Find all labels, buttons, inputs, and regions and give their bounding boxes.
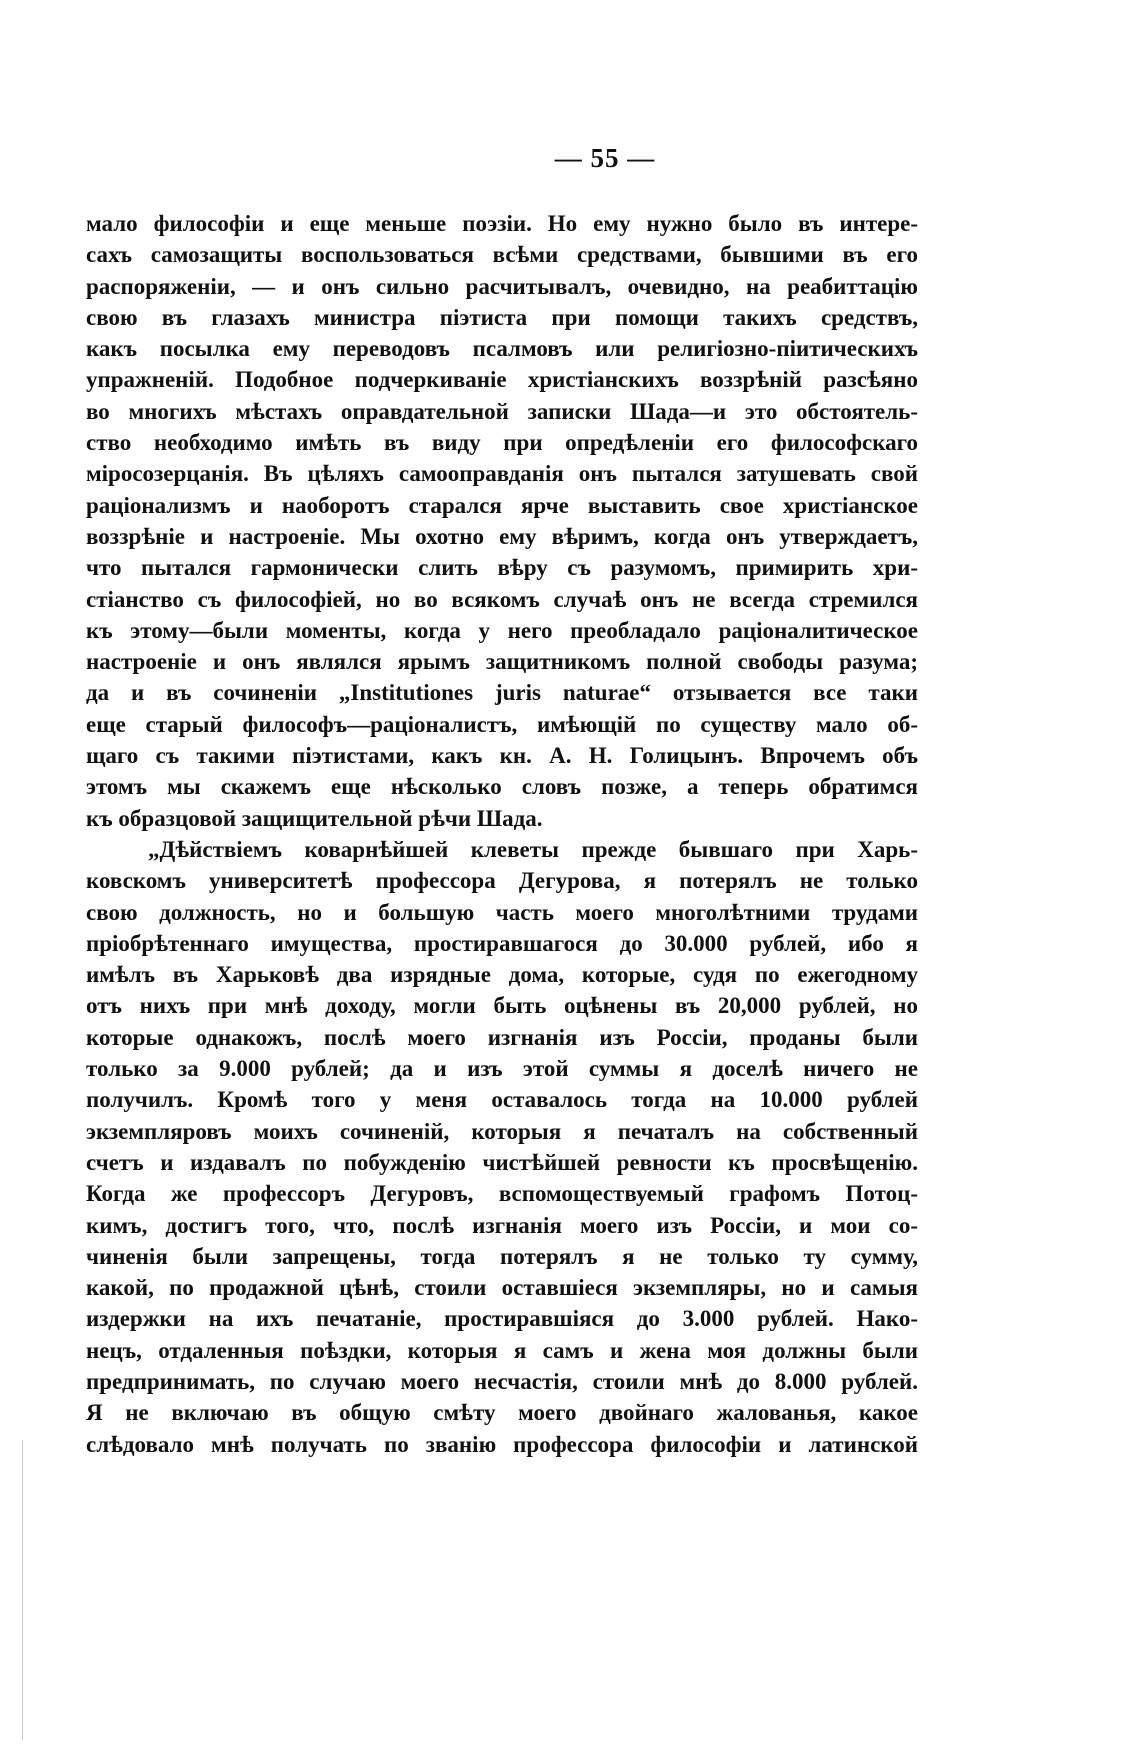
text-line: да и въ сочиненіи „Institutiones juris naturae“ отзывается все таки [86, 680, 918, 706]
body-text [86, 208, 918, 1460]
text-line: которые однакожъ, послѣ моего изгнанія изъ Россіи, проданы были [86, 1024, 918, 1050]
text-line: нецъ, отдаленныя поѣздки, которыя я самъ и жена моя должны были [86, 1337, 918, 1363]
text-line: пріобрѣтеннаго имущества, простиравшагося до 30.000 рублей, ибо я [86, 930, 918, 956]
text-line: настроеніе и онъ являлся ярымъ защитникомъ полной свободы разума; [86, 649, 918, 675]
page-number: — 55 — [554, 143, 656, 173]
text-line: экземпляровъ моихъ сочиненій, которыя я печаталъ на собственный [86, 1118, 918, 1144]
text-line: Я не включаю въ общую смѣту моего двойнаго жалованья, какое [86, 1400, 918, 1426]
text-line: „Дѣйствіемъ коварнѣйшей клеветы прежде бывшаго при Харь- [148, 836, 918, 862]
text-line: какой, по продажной цѣнѣ, стоили оставшіеся экземпляры, но и самыя [86, 1275, 918, 1301]
text-line: чиненія были запрещены, тогда потерялъ я не только ту сумму, [86, 1243, 918, 1269]
text-line: Когда же профессоръ Дегуровъ, вспомоществуемый графомъ Потоц- [86, 1181, 918, 1207]
text-line: щаго съ такими піэтистами, какъ кн. А. Н. Голицынъ. Впрочемъ объ [86, 743, 918, 769]
text-line: свою въ глазахъ министра піэтиста при помощи такихъ средствъ, [86, 304, 918, 330]
text-line: мало философіи и еще меньше поэзіи. Но ему нужно было въ интере- [86, 211, 918, 236]
text-line: раціонализмъ и наоборотъ старался ярче выставить свое христіанское [86, 492, 918, 518]
text-line: предпринимать, по случаю моего несчастія, стоили мнѣ до 8.000 рублей. [86, 1368, 918, 1394]
scan-margin-line [22, 1440, 23, 1740]
text-line: этомъ мы скажемъ еще нѣсколько словъ позже, а теперь обратимся [86, 774, 918, 800]
text-line: слѣдовало мнѣ получать по званію профессора философіи и латинской [86, 1431, 918, 1457]
text-line: имѣлъ въ Харьковѣ два изрядные дома, которые, судя по ежегодному [86, 962, 918, 988]
text-line: упражненій. Подобное подчеркиваніе христіанскихъ воззрѣній разсѣяно [86, 367, 918, 393]
text-line: что пытался гармонически слить вѣру съ разумомъ, примирить хри- [86, 555, 918, 581]
text-line: къ образцовой защищительной рѣчи Шада. [86, 805, 543, 831]
text-line: ство необходимо имѣть въ виду при опредѣленіи его философскаго [86, 430, 918, 456]
text-line: получилъ. Кромѣ того у меня оставалось тогда на 10.000 рублей [86, 1087, 918, 1113]
text-line: только за 9.000 рублей; да и изъ этой суммы я доселѣ ничего не [86, 1056, 918, 1082]
text-line: какъ посылка ему переводовъ псалмовъ или религіозно-піитическихъ [86, 336, 918, 362]
paragraph-2 [86, 834, 918, 1460]
paragraph-1 [86, 208, 918, 834]
text-line: издержки на ихъ печатаніе, простиравшіяся до 3.000 рублей. Нако- [86, 1306, 918, 1332]
text-line: міросозерцанія. Въ цѣляхъ самооправданія онъ пытался затушевать свой [86, 461, 918, 487]
text-line: еще старый философъ—раціоналистъ, имѣющій по существу мало об- [86, 711, 918, 737]
text-line: распоряженіи, — и онъ сильно расчитывалъ, очевидно, на реабиттацію [86, 273, 918, 299]
text-line: къ этому—были моменты, когда у него преобладало раціоналитическое [86, 617, 918, 643]
text-line: стіанство съ философіей, но во всякомъ случаѣ онъ не всегда стремился [86, 586, 918, 612]
text-line: кимъ, достигъ того, что, послѣ изгнанія моего изъ Россіи, и мои со- [86, 1212, 918, 1238]
text-line: отъ нихъ при мнѣ доходу, могли быть оцѣнены въ 20,000 рублей, но [86, 993, 918, 1019]
text-line: воззрѣніе и настроеніе. Мы охотно ему вѣримъ, когда онъ утверждаетъ, [86, 523, 918, 549]
text-line: ковскомъ университетѣ профессора Дегурова, я потерялъ не только [86, 868, 918, 894]
text-line: счетъ и издавалъ по побужденію чистѣйшей ревности къ просвѣщенію. [86, 1149, 918, 1175]
text-line: во многихъ мѣстахъ оправдательной записки Шада—и это обстоятель- [86, 398, 918, 424]
text-line: свою должность, но и большую часть моего многолѣтними трудами [86, 899, 918, 925]
text-line: сахъ самозащиты воспользоваться всѣми средствами, бывшими въ его [86, 242, 918, 268]
